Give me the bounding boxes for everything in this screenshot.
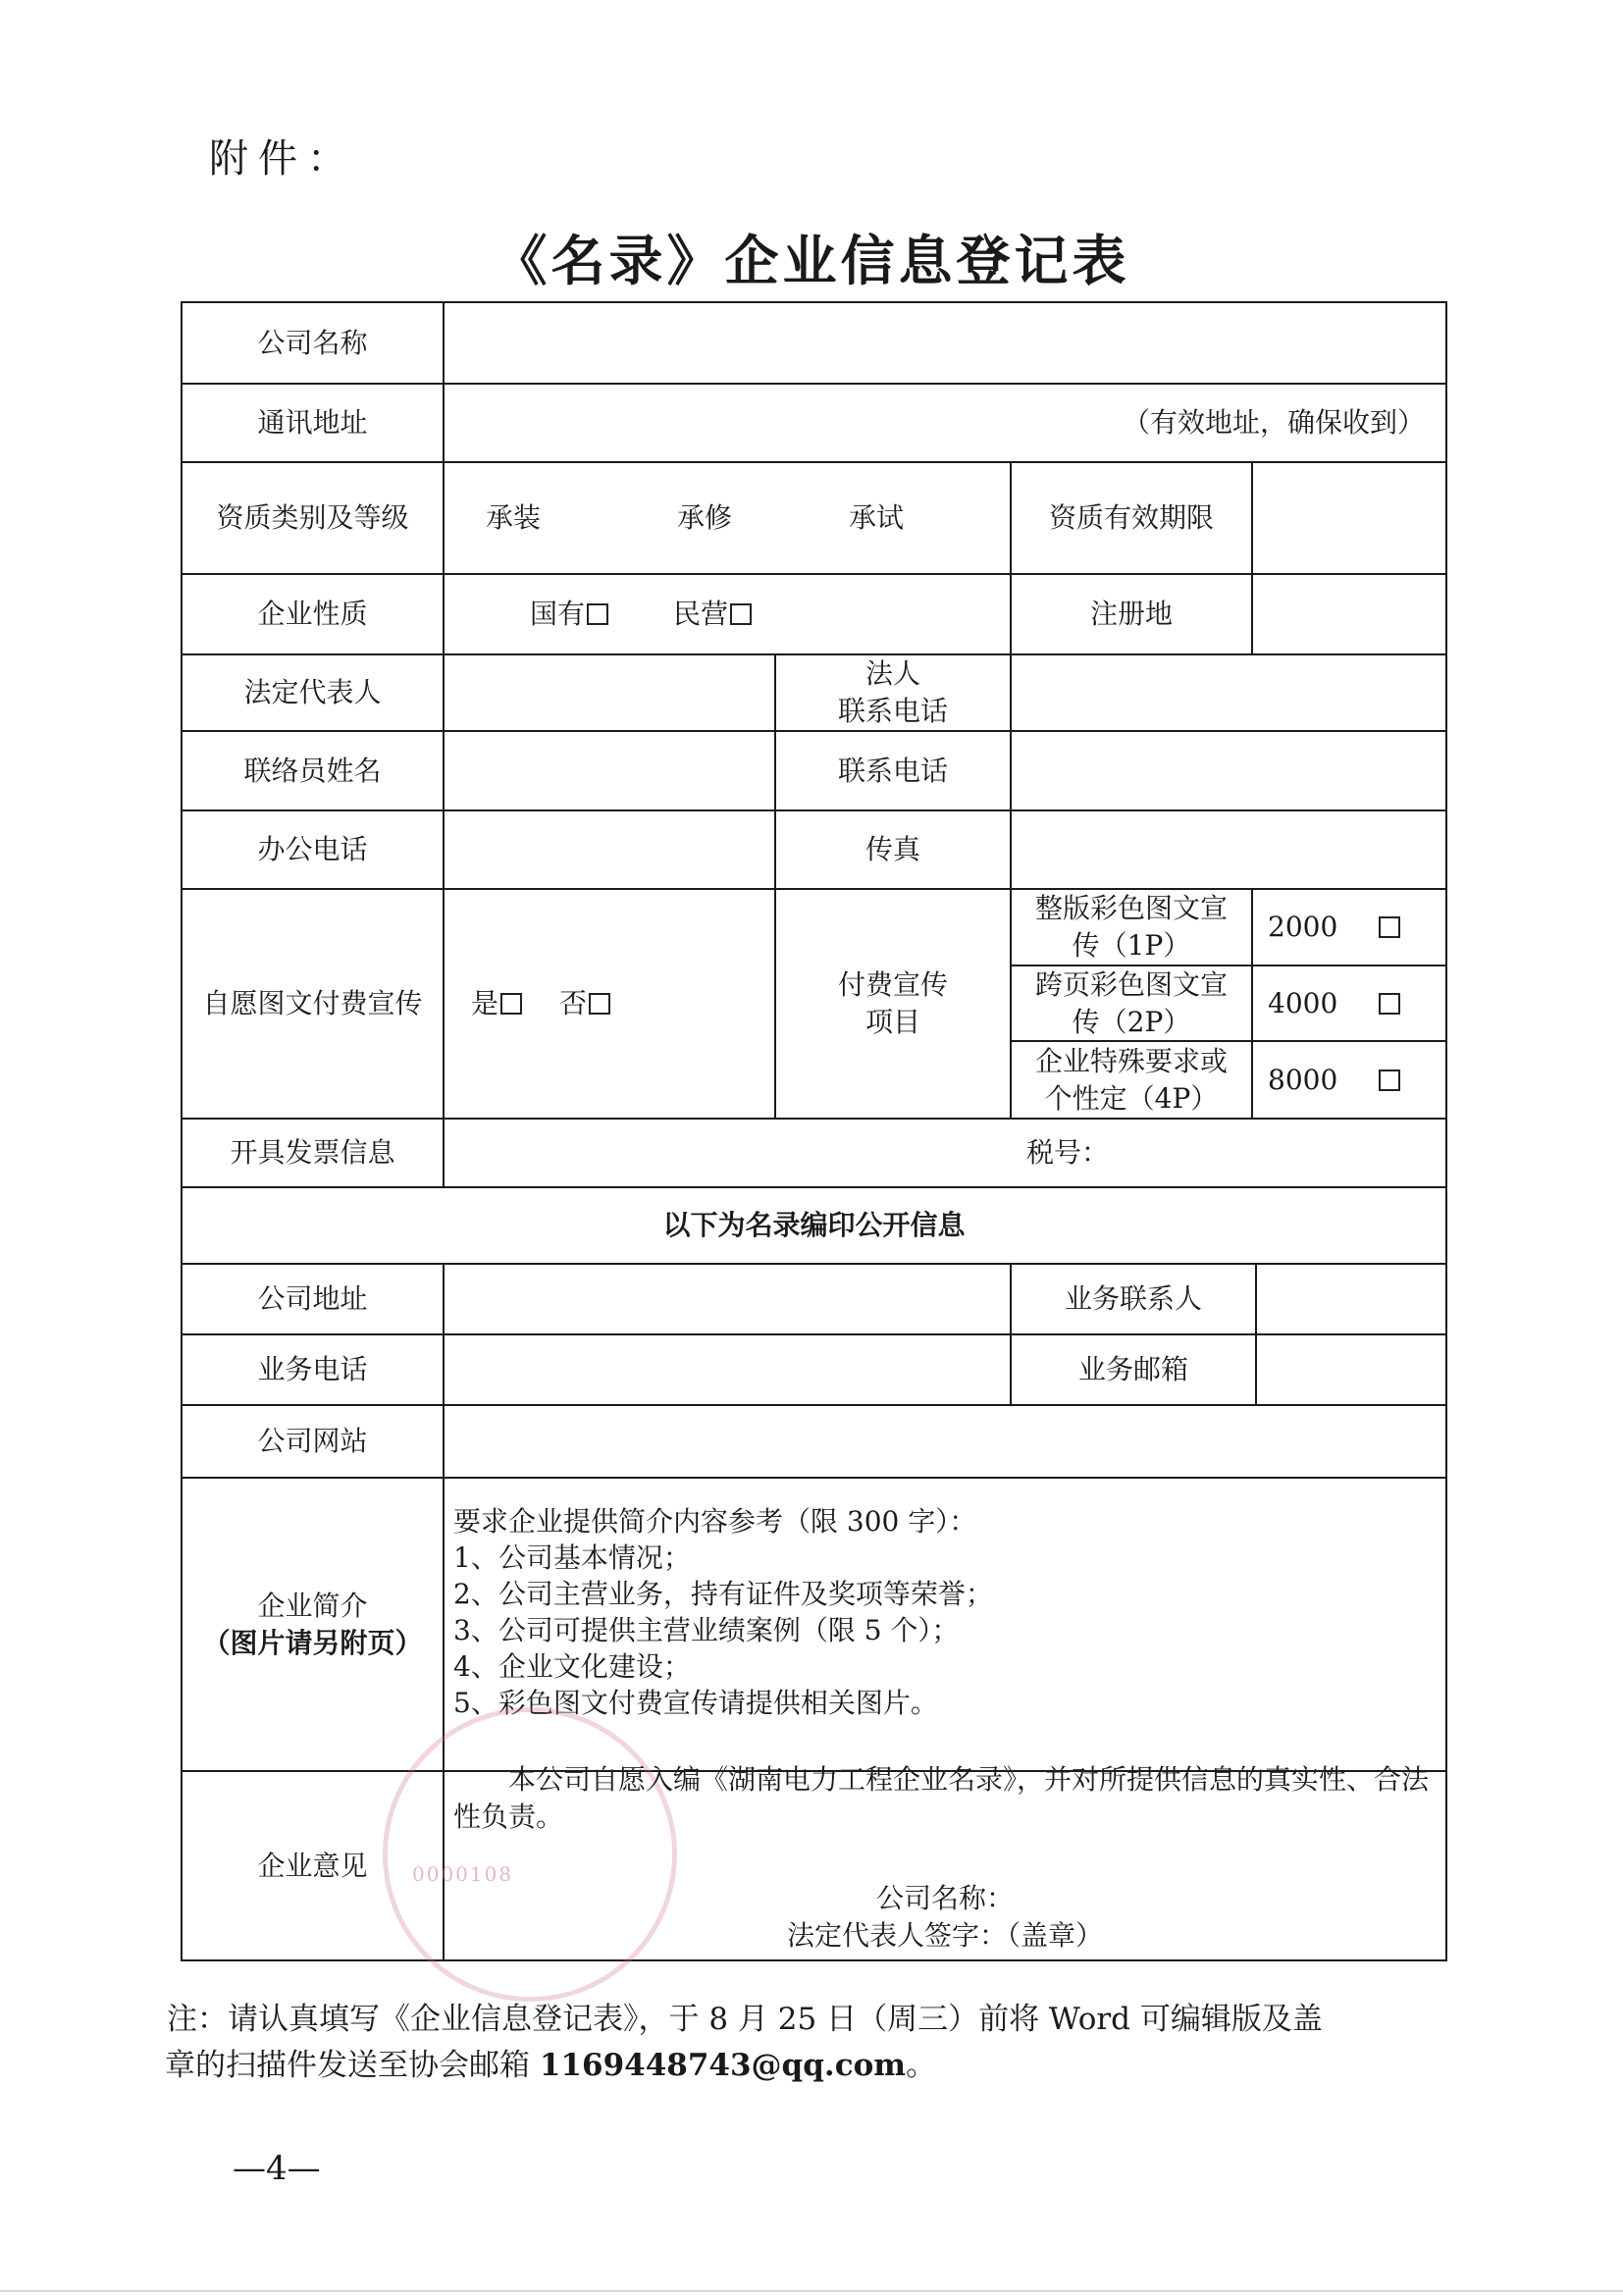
business-email-field[interactable]: [1256, 1334, 1446, 1405]
invoice-label: 开具发票信息: [230, 1136, 395, 1169]
footer-note-line2-prefix: 章的扫描件发送至协会邮箱: [165, 2048, 540, 2083]
legal-rep-phone-label-line1: 法人: [864, 657, 920, 690]
liaison-phone-label: 联系电话: [837, 754, 948, 787]
intro-label-line1: 企业简介: [257, 1589, 368, 1622]
mailing-address-label: 通讯地址: [257, 406, 368, 439]
paid-ad-item-4p: [1011, 1041, 1252, 1119]
paid-ad-label: 自愿图文付费宣传: [202, 987, 423, 1019]
opinion-statement: [453, 1761, 1444, 1836]
qualification-validity-field[interactable]: [1252, 462, 1446, 574]
registered-place-field[interactable]: [1252, 574, 1446, 654]
seal-number-mark: 0000108: [412, 1862, 514, 1886]
legal-rep-label: 法定代表人: [243, 676, 382, 708]
paid-ad-yes-option[interactable]: [471, 889, 569, 1119]
checkbox-icon[interactable]: [1379, 916, 1400, 938]
business-phone-field[interactable]: [444, 1334, 1011, 1405]
checkbox-icon[interactable]: [1379, 1070, 1400, 1091]
intro-guideline: 5、彩色图文付费宣传请提供相关图片。: [453, 1687, 938, 1719]
paid-ad-item-4p-line2: 个性定（4P）: [1044, 1081, 1219, 1115]
paid-ad-item-1p-line1: 整版彩色图文宣: [1034, 892, 1228, 924]
qualification-option-test[interactable]: 承试: [849, 501, 905, 534]
nature-option-private-text: 民营: [673, 598, 729, 630]
intro-guideline: 1、公司基本情况；: [453, 1541, 691, 1574]
mailing-address-field[interactable]: [444, 384, 1425, 462]
paid-ad-price-1p-value: 2000: [1268, 911, 1338, 943]
paid-ad-item-1p: [1011, 889, 1252, 965]
business-contact-field[interactable]: [1256, 1264, 1446, 1334]
paid-ad-yes-text: 是: [471, 987, 499, 1019]
intro-label: [182, 1478, 444, 1771]
nature-option-state[interactable]: [530, 574, 648, 654]
intro-guideline: 3、公司可提供主营业绩案例（限 5 个）；: [453, 1614, 960, 1646]
paid-ad-item-2p-line1: 跨页彩色图文宣: [1034, 967, 1228, 1001]
liaison-name-field[interactable]: [444, 731, 775, 810]
public-section-heading: 以下为名录编印公开信息: [662, 1209, 966, 1241]
paid-ad-item-2p: [1011, 965, 1252, 1041]
intro-label-line2: （图片请另附页）: [202, 1626, 423, 1659]
checkbox-icon[interactable]: [1379, 993, 1400, 1015]
office-phone-field[interactable]: [444, 810, 775, 889]
nature-label: 企业性质: [257, 598, 368, 630]
page-number: —4—: [233, 2149, 321, 2188]
paid-ad-price-2p-value: 4000: [1268, 986, 1338, 1019]
paid-ad-price-4p-value: 8000: [1268, 1063, 1338, 1096]
website-field[interactable]: [444, 1405, 1446, 1478]
paid-ad-item-2p-line2: 传（2P）: [1072, 1005, 1191, 1038]
paid-ad-no-text: 否: [559, 987, 588, 1019]
intro-guideline: 2、公司主营业务，持有证件及奖项等荣誉；: [453, 1578, 993, 1610]
opinion-signature-label[interactable]: 法定代表人签字：（盖章）: [786, 1919, 1103, 1952]
checkbox-icon[interactable]: [587, 603, 608, 625]
registered-place-label: 注册地: [1089, 598, 1173, 630]
fax-field[interactable]: [1011, 810, 1446, 889]
intro-guideline: 要求企业提供简介内容参考（限 300 字）：: [453, 1505, 977, 1538]
website-label: 公司网站: [257, 1425, 368, 1457]
intro-guideline: 4、企业文化建设；: [453, 1650, 691, 1683]
opinion-label: 企业意见: [257, 1849, 368, 1882]
footer-note: [167, 1997, 1462, 2089]
association-email-link[interactable]: 1169448743@qq.com: [539, 2048, 907, 2083]
footer-note-line1: 注：请认真填写《企业信息登记表》，于 8 月 25 日（周三）前将 Word 可编辑版及盖: [167, 2002, 1323, 2037]
business-email-label: 业务邮箱: [1077, 1353, 1188, 1385]
business-contact-label: 业务联系人: [1064, 1282, 1202, 1315]
tax-number-label: 税号：: [1026, 1136, 1110, 1169]
scan-edge-line: [0, 2290, 1623, 2292]
footer-note-line2-suffix: 。: [906, 2048, 937, 2083]
paid-ad-price-4p[interactable]: [1268, 1041, 1444, 1119]
opinion-statement-text: 本公司自愿入编《湖南电力工程企业名录》，并对所提供信息的真实性、合法性负责。: [453, 1763, 1430, 1833]
paid-ad-item-label-line2: 项目: [864, 1006, 920, 1038]
qualification-validity-label: 资质有效期限: [1048, 501, 1214, 534]
tax-number-field[interactable]: [1026, 1119, 1439, 1187]
paid-ad-item-1p-line2: 传（1P）: [1072, 929, 1191, 962]
mailing-address-hint: （有效地址，确保收到）: [1122, 406, 1425, 439]
fax-label: 传真: [864, 833, 920, 865]
business-phone-label: 业务电话: [257, 1353, 368, 1385]
nature-option-private[interactable]: [673, 574, 791, 654]
checkbox-icon[interactable]: [589, 993, 610, 1015]
company-address-label: 公司地址: [257, 1282, 368, 1315]
form-title: 《名录》企业信息登记表: [493, 229, 1130, 292]
checkbox-icon[interactable]: [500, 993, 522, 1015]
paid-ad-no-option[interactable]: [559, 889, 657, 1119]
paid-ad-price-2p[interactable]: [1268, 965, 1444, 1041]
paid-ad-item-label-line1: 付费宣传: [837, 968, 948, 1001]
company-name-field[interactable]: [444, 302, 1446, 384]
checkbox-icon[interactable]: [730, 603, 752, 625]
legal-rep-phone-label-line2: 联系电话: [837, 695, 948, 727]
opinion-company-name-label[interactable]: 公司名称：: [875, 1882, 1014, 1914]
company-name-label: 公司名称: [257, 326, 368, 359]
qualification-option-repair[interactable]: 承修: [677, 501, 733, 534]
liaison-phone-field[interactable]: [1011, 731, 1446, 810]
nature-option-state-text: 国有: [530, 598, 586, 630]
paid-ad-price-1p[interactable]: [1268, 889, 1444, 965]
legal-rep-phone-field[interactable]: [1011, 654, 1446, 731]
attachment-label: 附件：: [209, 136, 356, 182]
intro-field[interactable]: [453, 1503, 1415, 1721]
paid-ad-item-label: [775, 889, 1011, 1119]
legal-rep-phone-label: [775, 654, 1011, 731]
liaison-name-label: 联络员姓名: [243, 754, 382, 787]
invoice-field[interactable]: [444, 1119, 1011, 1187]
company-address-field[interactable]: [444, 1264, 1011, 1334]
legal-rep-field[interactable]: [444, 654, 775, 731]
company-seal-stamp: [383, 1707, 677, 2002]
office-phone-label: 办公电话: [257, 833, 368, 865]
qualification-label: 资质类别及等级: [216, 501, 409, 534]
paid-ad-item-4p-line1: 企业特殊要求或: [1034, 1044, 1228, 1077]
qualification-option-install[interactable]: 承装: [486, 501, 542, 534]
